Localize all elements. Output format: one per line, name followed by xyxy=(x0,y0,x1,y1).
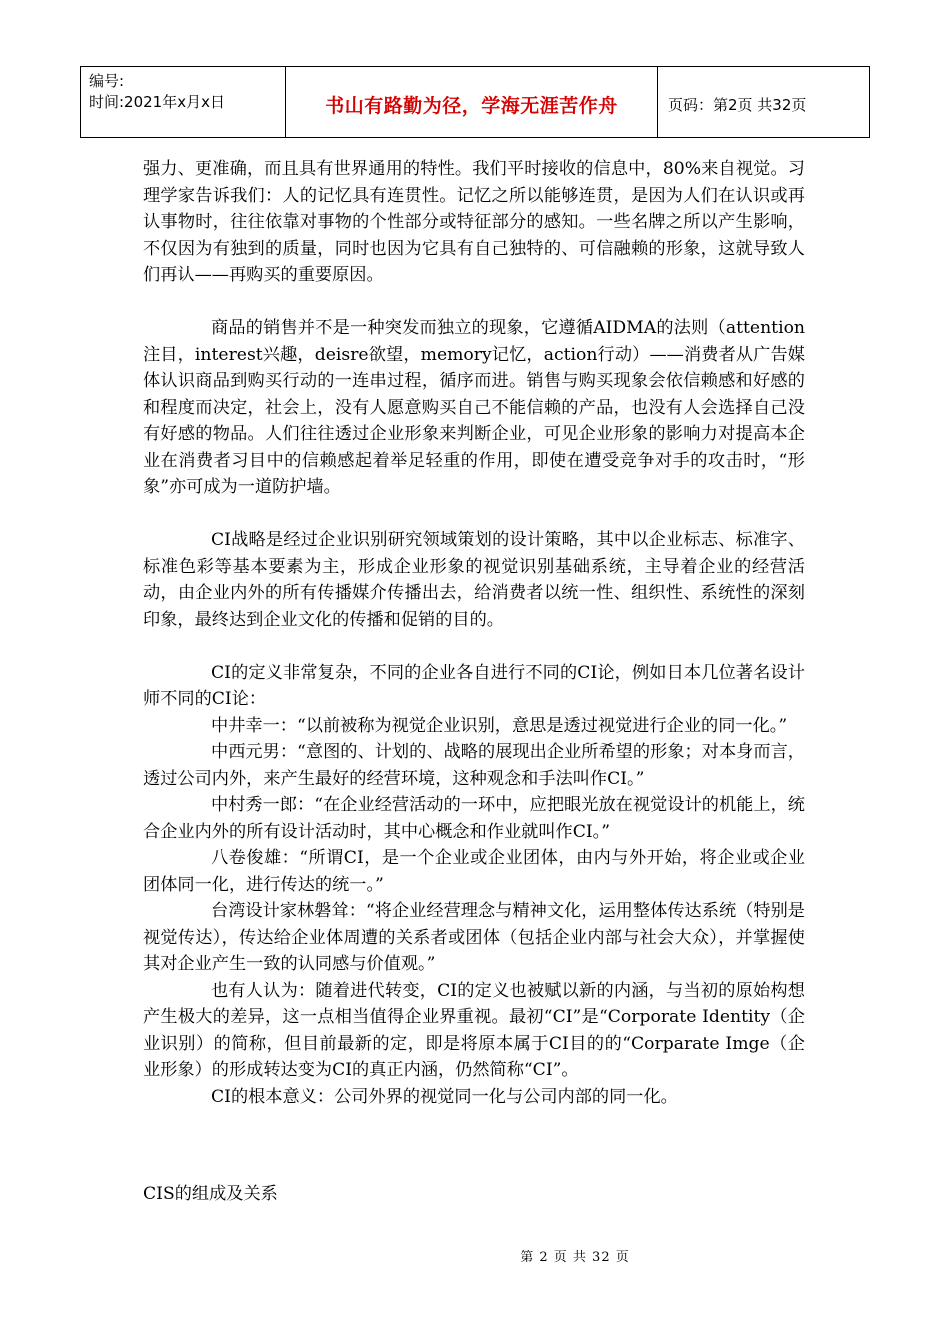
page-footer: 第 2 页 共 32 页 xyxy=(520,1250,630,1265)
header-motto: 书山有路勤为径，学海无涯苦作舟 xyxy=(286,67,658,137)
quote-yamaki: 八卷俊雄：“所谓CI，是一个企业或企业团体，由内与外开始，将企业或企业团体同一化，进行传达的统一。” xyxy=(143,848,805,895)
paragraph-new-meaning: 也有人认为：随着进代转变，CI的定义也被赋以新的内涵，与当初的原始构想产生极大的差异，这一点相当值得企业界重视。最初“CI”是“Corporate Identity（企业识别）的简称，但目前最新的定，即是将原本属于CI目的的“Corparate Imge（企业形象）的形成转达变为CI的真正内涵，仍然简称“CI”。 xyxy=(143,980,805,1080)
header-page-info: 页码：第2页 共32页 xyxy=(668,95,807,114)
document-body xyxy=(143,156,805,1110)
quote-nakai: 中井幸一：“以前被称为视觉企业识别，意思是透过视觉进行企业的同一化。” xyxy=(211,715,788,736)
paragraph-visual-memory: 强力、更准确，而且具有世界通用的特性。我们平时接收的信息中，80%来自视觉。习理学家告诉我们：人的记忆具有连贯性。记忆之所以能够连贯，是因为人们在认识或再认事物时，往往依靠对事物的个性部分或特征部分的感知。一些名牌之所以产生影响，不仅因为有独到的质量，同时也因为它具有自己独特的、可信融赖的形象，这就导致人们再认——再购买的重要原因。 xyxy=(143,159,805,285)
quote-nakamura: 中村秀一郎：“在企业经营活动的一环中，应把眼光放在视觉设计的机能上，统合企业内外的所有设计活动时，其中心概念和作业就叫作CI。” xyxy=(143,795,805,842)
quote-nakanishi: 中西元男：“意图的、计划的、战略的展现出企业所希望的形象；对本身而言，透过公司内外，来产生最好的经营环境，这种观念和手法叫作CI。” xyxy=(143,742,805,789)
paragraph-ci-definition: CI的定义非常复杂，不同的企业各自进行不同的CI论，例如日本几位著名设计师不同的CI论： xyxy=(143,662,805,709)
section-heading: CIS的组成及关系 xyxy=(143,1184,278,1204)
page-header xyxy=(80,66,870,138)
quote-lin: 台湾设计家林磐耸：“将企业经营理念与精神文化，运用整体传达系统（特别是视觉传达），传达给企业体周遭的关系者或团体（包括企业内部与社会大众），并掌握使其对企业产生一致的认同感与价值观。” xyxy=(143,901,805,974)
document-number-label: 编号: xyxy=(89,72,125,90)
paragraph-aidma: 商品的销售并不是一种突发而独立的现象，它遵循AIDMA的法则（attention注目，interest兴趣，deisre欲望，memory记忆，action行动）——消费者从广告媒体认识商品到购买行动的一连串过程，循序而进。销售与购买现象会依信赖感和好感的和程度而决定，社会上，没有人愿意购买自己不能信赖的产品，也没有人会选择自己没有好感的物品。人们往往透过企业形象来判断企业，可见企业形象的影响力对提高本企业在消费者习目中的信赖感起着举足轻重的作用，即使在遭受竞争对手的攻击时，“形象”亦可成为一道防护墙。 xyxy=(143,318,805,497)
paragraph-ci-strategy: CI战略是经过企业识别研究领域策划的设计策略，其中以企业标志、标准字、标准色彩等基本要素为主，形成企业形象的视觉识别基础系统，主导着企业的经营活动，由企业内外的所有传播媒介传播出去，给消费者以统一性、组织性、系统性的深刻印象，最终达到企业文化的传播和促销的目的。 xyxy=(143,530,805,630)
document-date-label: 时间:2021年x月x日 xyxy=(89,93,225,111)
paragraph-fundamental-meaning: CI的根本意义：公司外界的视觉同一化与公司内部的同一化。 xyxy=(211,1086,678,1107)
header-meta xyxy=(81,67,286,137)
